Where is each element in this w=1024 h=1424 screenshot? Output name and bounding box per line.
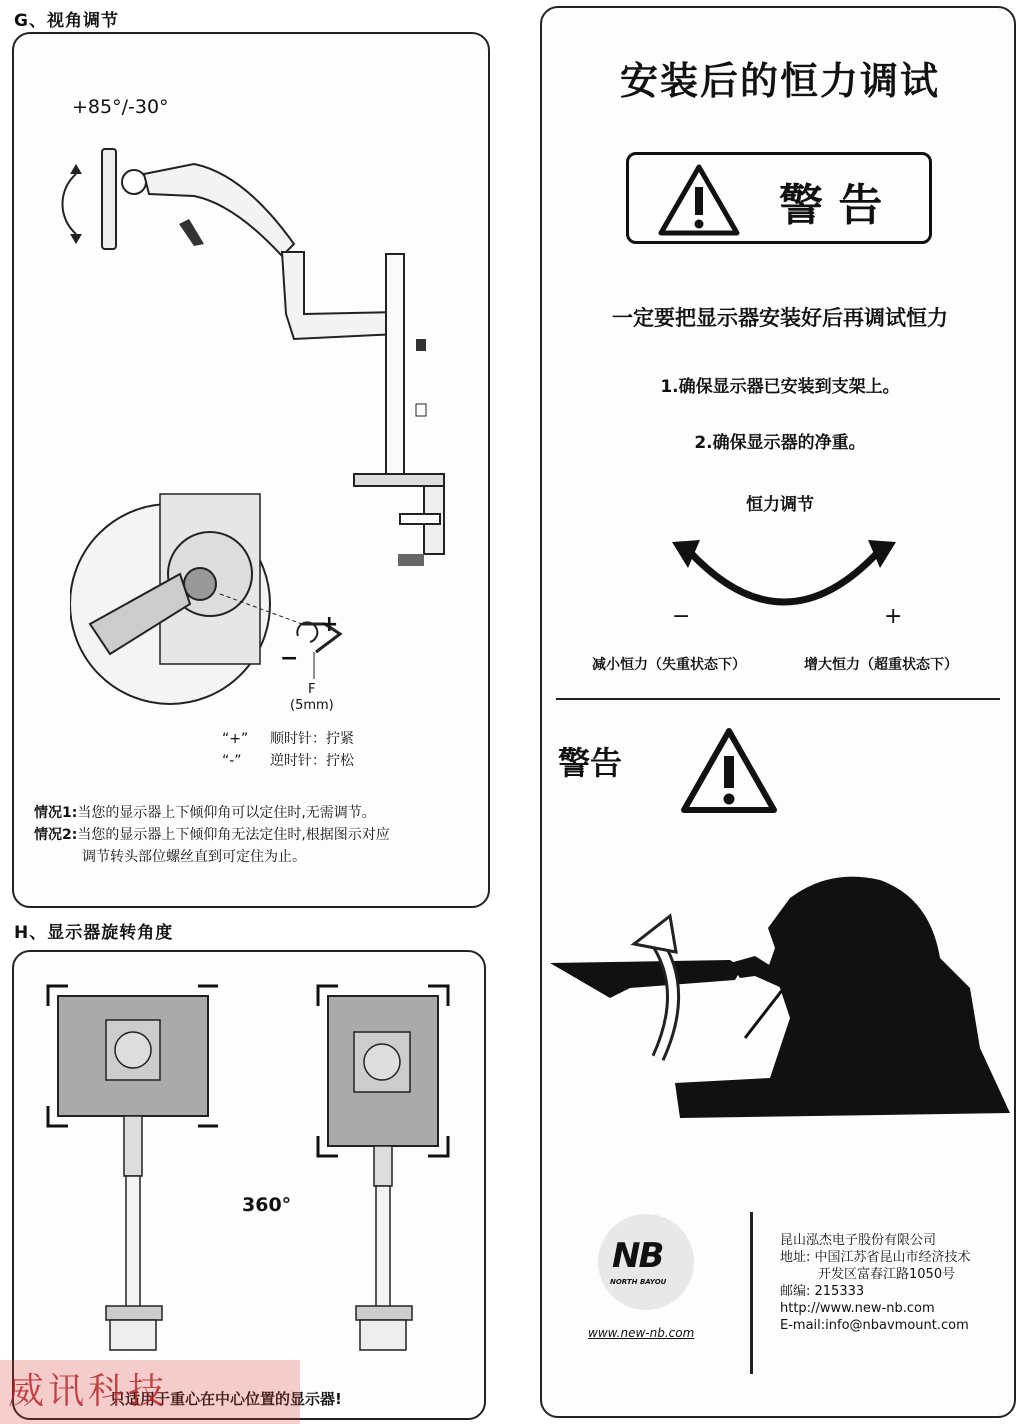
section-h-panel: [12, 950, 486, 1420]
step-1: 1.确保显示器已安装到支架上。: [660, 377, 900, 397]
company-name: 昆山泓杰电子股份有限公司: [780, 1233, 937, 1248]
legend-minus-text: 逆时针：拧松: [270, 753, 354, 769]
rotation-label: 360°: [242, 1194, 292, 1216]
company-logo: [598, 1214, 694, 1310]
company-url[interactable]: http://www.new-nb.com: [780, 1301, 935, 1316]
legend-minus-key: “-”: [222, 753, 242, 769]
monitor-spring-hazard-illustration: [550, 868, 1010, 1148]
case1: [34, 802, 376, 824]
company-address-line2: 开发区富春江路1050号: [818, 1267, 956, 1282]
warning-box: [626, 152, 932, 244]
force-adjust-panel: [540, 6, 1016, 1418]
section-g-title: G、视角调节: [14, 11, 119, 31]
case2-line2: 调节转头部位螺丝直到可定住为止。: [82, 849, 306, 865]
logo-text: NB: [612, 1236, 663, 1276]
section-g-panel: [12, 32, 490, 908]
increase-force-label: 增大恒力（超重状态下）: [804, 657, 958, 673]
warning-triangle-icon: [657, 163, 741, 237]
install-instruction: 一定要把显示器安装好后再调试恒力: [612, 306, 948, 330]
monitor-landscape-illustration: [38, 976, 238, 1356]
monitor-portrait-illustration: [298, 976, 468, 1356]
company-info: [780, 1232, 971, 1334]
company-divider: [750, 1212, 753, 1374]
company-postcode: 邮编: 215333: [780, 1284, 865, 1299]
panel-title: 安装后的恒力调试: [619, 59, 940, 103]
warning-label: 警 告: [779, 180, 883, 231]
logo-sub: NORTH BAYOU: [610, 1278, 667, 1286]
company-email[interactable]: E-mail:info@nbavmount.com: [780, 1318, 969, 1333]
plus-sign: +: [320, 612, 339, 637]
case2-text-line1: 当您的显示器上下倾仰角无法定住时,根据图示对应: [77, 827, 390, 843]
case2-label: 情况2:: [34, 827, 78, 843]
minus-sign: −: [280, 646, 299, 671]
company-address-line1: 地址: 中国江苏省昆山市经济技术: [780, 1250, 971, 1265]
case2: [34, 824, 390, 846]
case1-label: 情况1:: [34, 805, 78, 821]
force-adjust-arrow-illustration: [666, 534, 902, 614]
tool-letter: F: [308, 682, 316, 697]
adjust-title: 恒力调节: [746, 495, 814, 515]
step-2: 2.确保显示器的净重。: [694, 433, 866, 453]
legend-plus-key: “+”: [222, 731, 249, 747]
warning-triangle-icon-2: [680, 726, 778, 816]
website-under-logo[interactable]: www.new-nb.com: [588, 1326, 695, 1340]
warning2-label: 警告: [558, 744, 623, 782]
section-h-title: H、显示器旋转角度: [14, 923, 174, 943]
tilt-screw-detail-illustration: [70, 474, 420, 734]
minus-symbol: −: [672, 604, 691, 629]
legend-plus-text: 顺时针：拧紧: [270, 731, 354, 747]
tool-size: (5mm): [290, 698, 334, 713]
divider: [556, 698, 1000, 700]
case1-text: 当您的显示器上下倾仰角可以定住时,无需调节。: [77, 805, 376, 821]
angle-label: +85°/-30°: [72, 96, 169, 118]
center-of-gravity-note: 只适用于重心在中心位置的显示器!: [110, 1390, 342, 1408]
watermark: 威讯科技: [0, 1360, 300, 1424]
decrease-force-label: 减小恒力（失重状态下）: [592, 657, 746, 673]
plus-symbol: +: [884, 604, 903, 629]
